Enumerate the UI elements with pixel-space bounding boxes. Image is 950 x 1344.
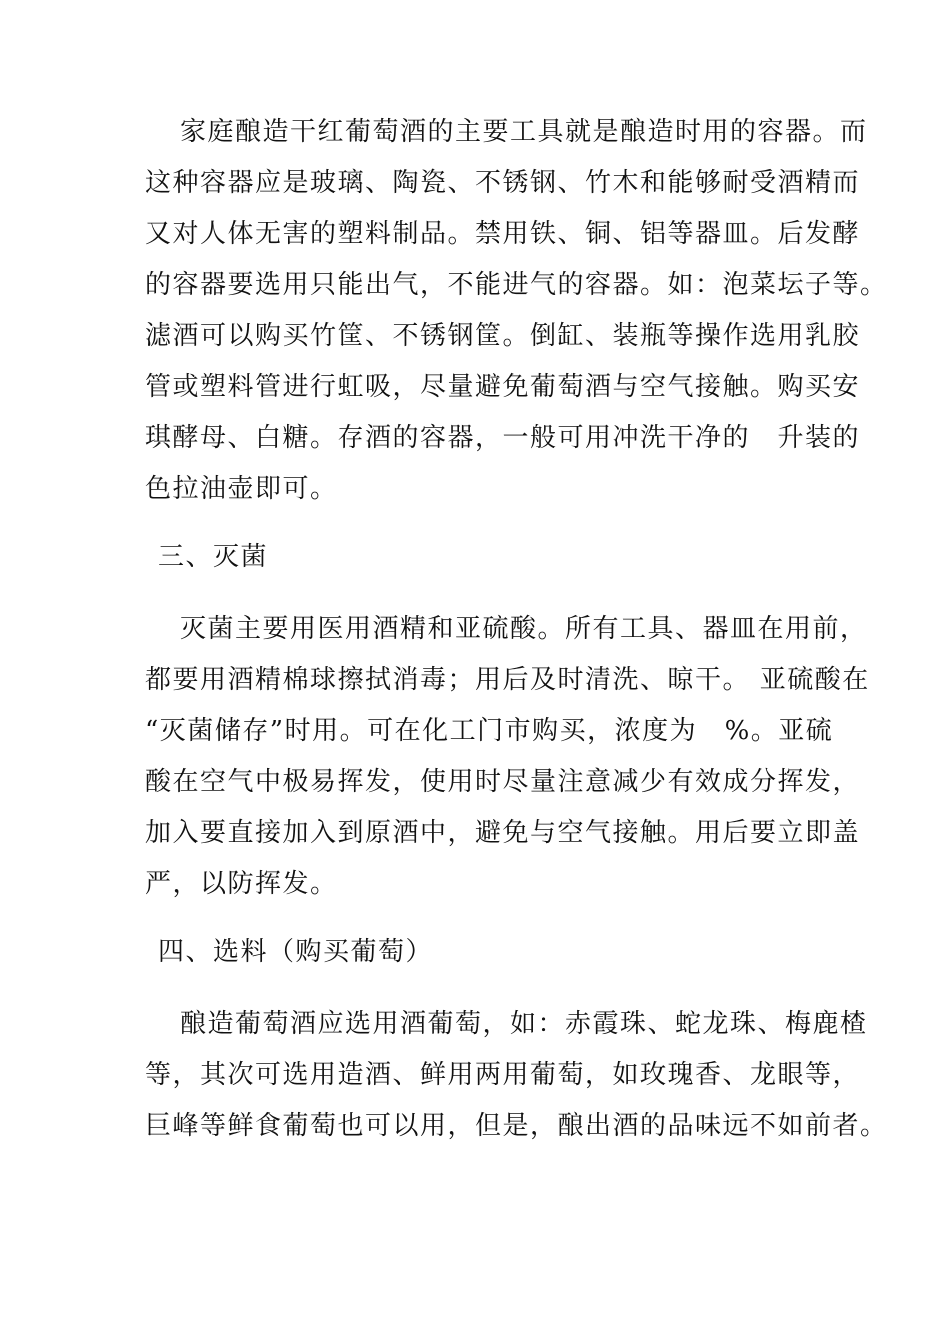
section-3-line-6: 严，以防挥发。 xyxy=(145,869,338,899)
paragraph-1-line-5: 滤酒可以购买竹筐、不锈钢筐。倒缸、装瓶等操作选用乳胶 xyxy=(145,321,861,351)
section-3-line-5: 加入要直接加入到原酒中，避免与空气接触。用后要立即盖 xyxy=(145,818,861,848)
paragraph-1-line-7: 琪酵母、白糖。存酒的容器，一般可用冲洗干净的 升装的 xyxy=(145,423,861,453)
paragraph-1-line-1: 家庭酿造干红葡萄酒的主要工具就是酿造时用的容器。而 xyxy=(180,117,868,147)
paragraph-1-line-8: 色拉油壶即可。 xyxy=(145,474,338,504)
section-4-line-3: 巨峰等鲜食葡萄也可以用，但是，酿出酒的品味远不如前者。 xyxy=(145,1111,888,1141)
paragraph-1-line-3: 又对人体无害的塑料制品。禁用铁、铜、铝等器皿。后发酵 xyxy=(145,219,861,249)
paragraph-1-line-4: 的容器要选用只能出气，不能进气的容器。如：泡菜坛子等。 xyxy=(145,270,888,300)
section-4-heading: 四、选料（购买葡萄） xyxy=(158,937,434,967)
paragraph-1-line-6: 管或塑料管进行虹吸，尽量避免葡萄酒与空气接触。购买安 xyxy=(145,372,861,402)
section-4-line-2: 等，其次可选用造酒、鲜用两用葡萄，如玫瑰香、龙眼等， xyxy=(145,1060,861,1090)
section-3-line-3: “灭菌储存”时用。可在化工门市购买，浓度为 %。亚硫 xyxy=(145,716,834,746)
section-3-line-2: 都要用酒精棉球擦拭消毒；用后及时清洗、晾干。 亚硫酸在 xyxy=(145,665,870,695)
section-4-line-1: 酿造葡萄酒应选用酒葡萄，如：赤霞珠、蛇龙珠、梅鹿楂 xyxy=(180,1009,868,1039)
paragraph-1-line-2: 这种容器应是玻璃、陶瓷、不锈钢、竹木和能够耐受酒精而 xyxy=(145,168,861,198)
section-3-line-1: 灭菌主要用医用酒精和亚硫酸。所有工具、器皿在用前， xyxy=(180,614,868,644)
section-3-line-4: 酸在空气中极易挥发，使用时尽量注意减少有效成分挥发， xyxy=(145,767,861,797)
section-3-heading: 三、灭菌 xyxy=(158,542,269,572)
